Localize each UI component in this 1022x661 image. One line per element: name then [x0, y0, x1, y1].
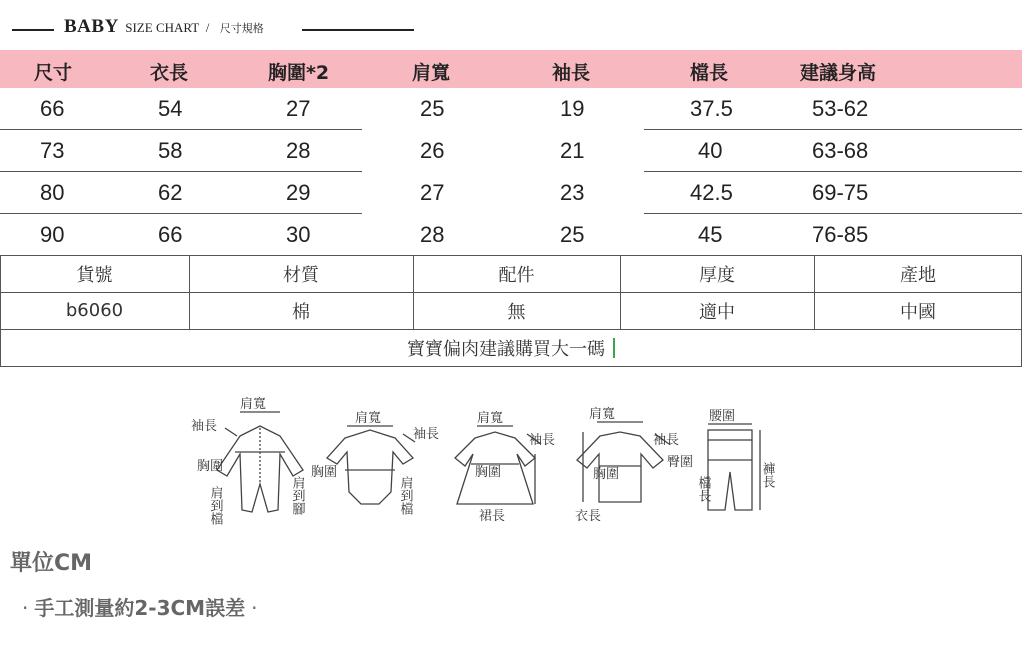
cell-height: 53-62 [812, 96, 869, 121]
text-cursor-bar [613, 338, 615, 358]
bodysuit-label-shoulder-to-crotch: 肩到檔 [397, 476, 413, 515]
size-row [0, 88, 1022, 130]
title-rule-left [12, 29, 54, 31]
pants-label-waist: 腰圍 [709, 409, 736, 424]
measurement-diagram [185, 392, 785, 540]
table-border-bottom [0, 366, 1022, 367]
cell-crotch: 42.5 [690, 180, 733, 205]
romper-label-sleeve: 袖長 [191, 419, 218, 434]
title-subtitle: SIZE CHART [125, 20, 200, 35]
cell-height: 69-75 [812, 180, 869, 205]
cell-sleeve: 25 [560, 222, 585, 247]
cell-size: 80 [40, 180, 65, 205]
info-header-item-no: 貨號 [76, 264, 113, 286]
cell-length: 54 [158, 96, 183, 121]
size-row [0, 214, 1022, 256]
header-size: 尺寸 [34, 62, 73, 84]
size-row [0, 172, 1022, 214]
cell-length: 62 [158, 180, 183, 205]
size-advice [0, 329, 1022, 366]
cell-sleeve: 19 [560, 96, 585, 121]
dress-label-chest: 胸圍 [475, 465, 502, 480]
pants-label-length: 褲長 [759, 462, 775, 488]
dress-label-sleeve: 袖長 [529, 433, 556, 448]
header-length: 衣長 [150, 62, 189, 84]
header-sleeve: 袖長 [552, 62, 591, 84]
note-text: 手工測量約2-3CM誤差 [34, 596, 246, 620]
title-separator: / [205, 20, 210, 35]
info-header-thickness: 厚度 [699, 264, 735, 286]
top-label-chest: 胸圍 [593, 467, 620, 482]
cell-length: 66 [158, 222, 183, 247]
cell-size: 66 [40, 96, 65, 121]
cell-crotch: 37.5 [690, 96, 733, 121]
info-header-origin: 產地 [900, 264, 936, 286]
pants-illustration [708, 424, 760, 510]
header-shoulder: 肩寬 [412, 62, 451, 84]
pants-label-rise: 檔長 [695, 476, 711, 502]
size-table-header [0, 50, 1022, 88]
cell-sleeve: 21 [560, 138, 585, 163]
measurement-note [16, 592, 263, 621]
romper-label-chest: 胸圍 [197, 459, 224, 474]
title-brand: BABY [64, 16, 119, 37]
cell-shoulder: 27 [420, 180, 445, 205]
info-header-material: 材質 [283, 264, 319, 286]
title-subtitle-cn: 尺寸規格 [219, 22, 264, 35]
info-header-accessory: 配件 [498, 264, 535, 286]
cell-size: 73 [40, 138, 65, 163]
note-bullet-left: · [22, 596, 29, 620]
dress-label-skirt-length: 裙長 [479, 509, 506, 524]
header-crotch: 檔長 [690, 62, 729, 84]
top-label-sleeve: 袖長 [653, 433, 680, 448]
title-rule-right [302, 29, 414, 31]
header-height: 建議身高 [800, 62, 877, 84]
cell-chest: 27 [286, 96, 311, 121]
cell-chest: 28 [286, 138, 311, 163]
info-accessory: 無 [507, 301, 526, 323]
pants-label-hip: 臀圍 [667, 455, 694, 470]
top-label-length: 衣長 [575, 509, 602, 524]
romper-label-shoulder-to-foot: 肩到腳 [289, 476, 305, 515]
romper-label-shoulder-to-crotch: 肩到檔 [207, 486, 223, 525]
info-material: 棉 [292, 301, 310, 323]
unit-label: 單位CM [10, 551, 93, 576]
size-row [0, 130, 1022, 172]
cell-height: 63-68 [812, 138, 869, 163]
cell-chest: 30 [286, 222, 311, 247]
cell-length: 58 [158, 138, 183, 163]
info-origin: 中國 [900, 301, 936, 323]
dress-label-shoulder: 肩寬 [477, 411, 504, 426]
romper-label-shoulder: 肩寬 [240, 397, 267, 412]
cell-shoulder: 25 [420, 96, 445, 121]
note-bullet-right: · [251, 596, 258, 620]
size-advice-text: 寶寶偏肉建議購買大一碼 [407, 338, 605, 360]
bodysuit-label-shoulder: 肩寬 [355, 411, 382, 426]
title-text [64, 16, 264, 38]
top-label-shoulder: 肩寬 [589, 407, 616, 422]
cell-height: 76-85 [812, 222, 869, 247]
cell-size: 90 [40, 222, 65, 247]
info-item-no: b6060 [65, 300, 124, 321]
info-thickness: 適中 [699, 301, 735, 323]
cell-shoulder: 28 [420, 222, 445, 247]
header-chest: 胸圍*2 [268, 62, 330, 84]
cell-sleeve: 23 [560, 180, 585, 205]
size-chart-title [0, 10, 420, 46]
bodysuit-label-chest: 胸圍 [311, 465, 338, 480]
cell-chest: 29 [286, 180, 311, 205]
cell-crotch: 45 [698, 222, 723, 247]
cell-crotch: 40 [698, 138, 723, 163]
cell-shoulder: 26 [420, 138, 445, 163]
bodysuit-label-sleeve: 袖長 [413, 427, 440, 442]
product-info-table [0, 255, 1022, 367]
